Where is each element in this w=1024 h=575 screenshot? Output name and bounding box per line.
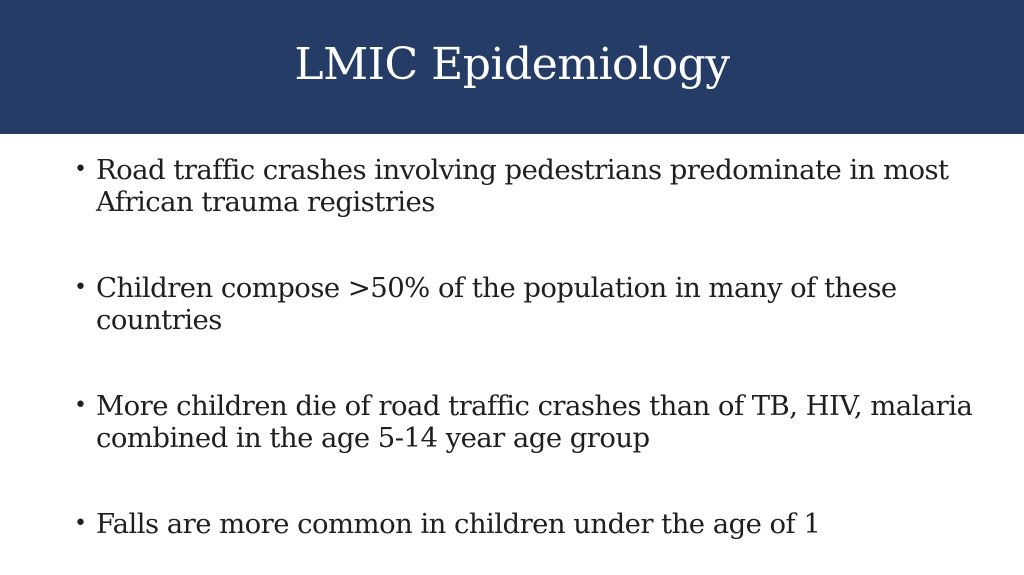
bullet-marker-icon: •	[74, 511, 87, 536]
bullet-item	[74, 272, 974, 336]
bullet-item	[74, 508, 974, 540]
bullet-text: Road traffic crashes involving pedestrians predominate in most African trauma registries	[96, 154, 949, 218]
bullet-text: More children die of road traffic crashes than of TB, HIV, malaria combined in the age 5-14 year age group	[96, 390, 973, 454]
bullet-marker-icon: •	[74, 393, 87, 418]
bullet-text: Children compose >50% of the population in many of these countries	[96, 272, 897, 336]
bullet-marker-icon: •	[74, 275, 87, 300]
bullet-marker-icon: •	[74, 157, 87, 182]
bullet-item	[74, 154, 974, 218]
slide-title: LMIC Epidemiology	[294, 39, 730, 90]
slide-body	[74, 154, 974, 540]
bullet-item	[74, 390, 974, 454]
bullet-text: Falls are more common in children under the age of 1	[96, 508, 821, 540]
bullet-list	[74, 154, 974, 540]
slide-header	[0, 0, 1024, 134]
